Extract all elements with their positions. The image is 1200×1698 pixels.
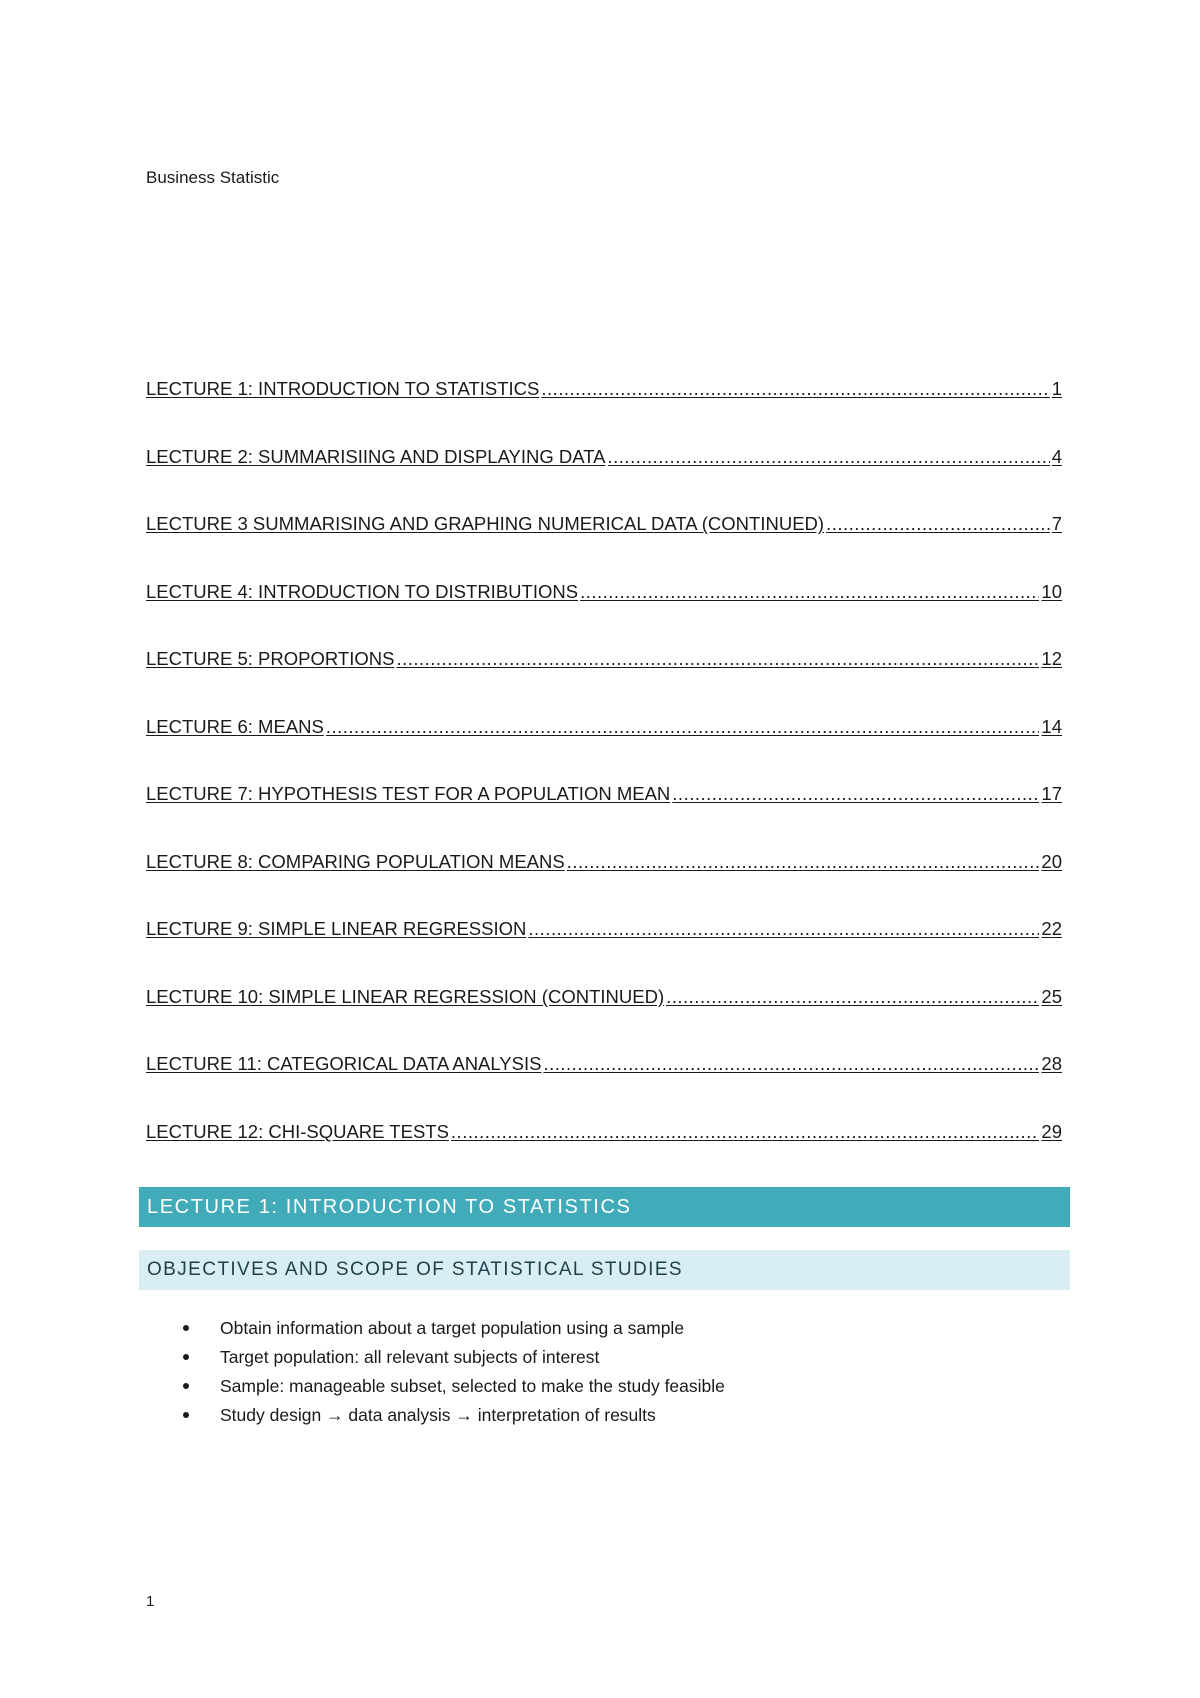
toc-entry-label: LECTURE 8: COMPARING POPULATION MEANS: [146, 850, 565, 872]
toc-entry-lecture-1[interactable]: [146, 378, 1062, 446]
toc-leader-dots: [543, 1053, 1039, 1075]
toc-entry-label: LECTURE 7: HYPOTHESIS TEST FOR A POPULATION MEAN: [146, 783, 671, 804]
toc-entry-lecture-9[interactable]: [146, 918, 1062, 986]
toc-entry-page: 14: [1041, 715, 1062, 737]
toc-entry-label: LECTURE 9: SIMPLE LINEAR REGRESSION: [146, 918, 527, 939]
toc-leader-dots: [666, 986, 1039, 1008]
bullet-item: Sample: manageable subset, selected to make the study feasible: [183, 1372, 725, 1401]
toc-entry-page: 17: [1041, 783, 1062, 804]
bullet-item: Target population: all relevant subjects of interest: [183, 1343, 725, 1372]
toc-entry-page: 22: [1041, 918, 1062, 939]
toc-leader-dots: [326, 716, 1040, 738]
toc-leader-dots: [451, 1121, 1040, 1143]
toc-entry-lecture-3[interactable]: [146, 513, 1062, 581]
toc-entry-lecture-11[interactable]: [146, 1053, 1062, 1121]
toc-entry-page: 7: [1051, 513, 1062, 534]
toc-leader-dots: [567, 851, 1040, 873]
toc-entry-lecture-6[interactable]: [146, 716, 1062, 784]
toc-leader-dots: [396, 648, 1039, 670]
toc-leader-dots: [672, 783, 1039, 805]
toc-entry-label: LECTURE 5: PROPORTIONS: [146, 648, 395, 669]
toc-entry-label: LECTURE 2: SUMMARISIING AND DISPLAYING DATA: [146, 445, 606, 467]
toc-entry-page: 20: [1041, 850, 1062, 872]
table-of-contents: [146, 378, 1062, 1188]
toc-entry-lecture-12[interactable]: [146, 1121, 1062, 1189]
toc-entry-label: LECTURE 3 SUMMARISING AND GRAPHING NUMERICAL DATA (CONTINUED): [146, 513, 825, 534]
toc-entry-lecture-7[interactable]: [146, 783, 1062, 851]
toc-entry-page: 1: [1051, 378, 1062, 399]
toc-leader-dots: [528, 918, 1039, 940]
toc-entry-page: 28: [1041, 1053, 1062, 1074]
toc-entry-page: 25: [1041, 985, 1062, 1007]
toc-entry-label: LECTURE 10: SIMPLE LINEAR REGRESSION (CONTINUED): [146, 985, 665, 1007]
toc-leader-dots: [608, 446, 1050, 468]
toc-leader-dots: [580, 581, 1039, 603]
toc-entry-label: LECTURE 1: INTRODUCTION TO STATISTICS: [146, 378, 540, 399]
document-header-title: Business Statistic: [146, 168, 280, 187]
page-number: 1: [146, 1593, 155, 1610]
bullet-item: Obtain information about a target population using a sample: [183, 1314, 725, 1343]
toc-entry-label: LECTURE 4: INTRODUCTION TO DISTRIBUTIONS: [146, 580, 579, 602]
toc-entry-page: 4: [1051, 445, 1062, 467]
bullet-item: Study design → data analysis → interpretation of results: [183, 1401, 725, 1430]
toc-entry-page: 10: [1041, 580, 1062, 602]
section-heading-lecture-1: LECTURE 1: INTRODUCTION TO STATISTICS: [139, 1187, 1070, 1227]
toc-leader-dots: [826, 513, 1050, 535]
subsection-heading-objectives: OBJECTIVES AND SCOPE OF STATISTICAL STUDIES: [139, 1250, 1070, 1290]
toc-entry-lecture-4[interactable]: [146, 581, 1062, 649]
toc-entry-page: 29: [1041, 1120, 1062, 1142]
toc-entry-label: LECTURE 11: CATEGORICAL DATA ANALYSIS: [146, 1053, 542, 1074]
objectives-bullet-list: [183, 1314, 725, 1430]
toc-entry-label: LECTURE 12: CHI-SQUARE TESTS: [146, 1120, 449, 1142]
toc-entry-label: LECTURE 6: MEANS: [146, 715, 324, 737]
toc-leader-dots: [541, 378, 1049, 400]
toc-entry-page: 12: [1041, 648, 1062, 669]
toc-entry-lecture-8[interactable]: [146, 851, 1062, 919]
toc-entry-lecture-2[interactable]: [146, 446, 1062, 514]
toc-entry-lecture-10[interactable]: [146, 986, 1062, 1054]
toc-entry-lecture-5[interactable]: [146, 648, 1062, 716]
